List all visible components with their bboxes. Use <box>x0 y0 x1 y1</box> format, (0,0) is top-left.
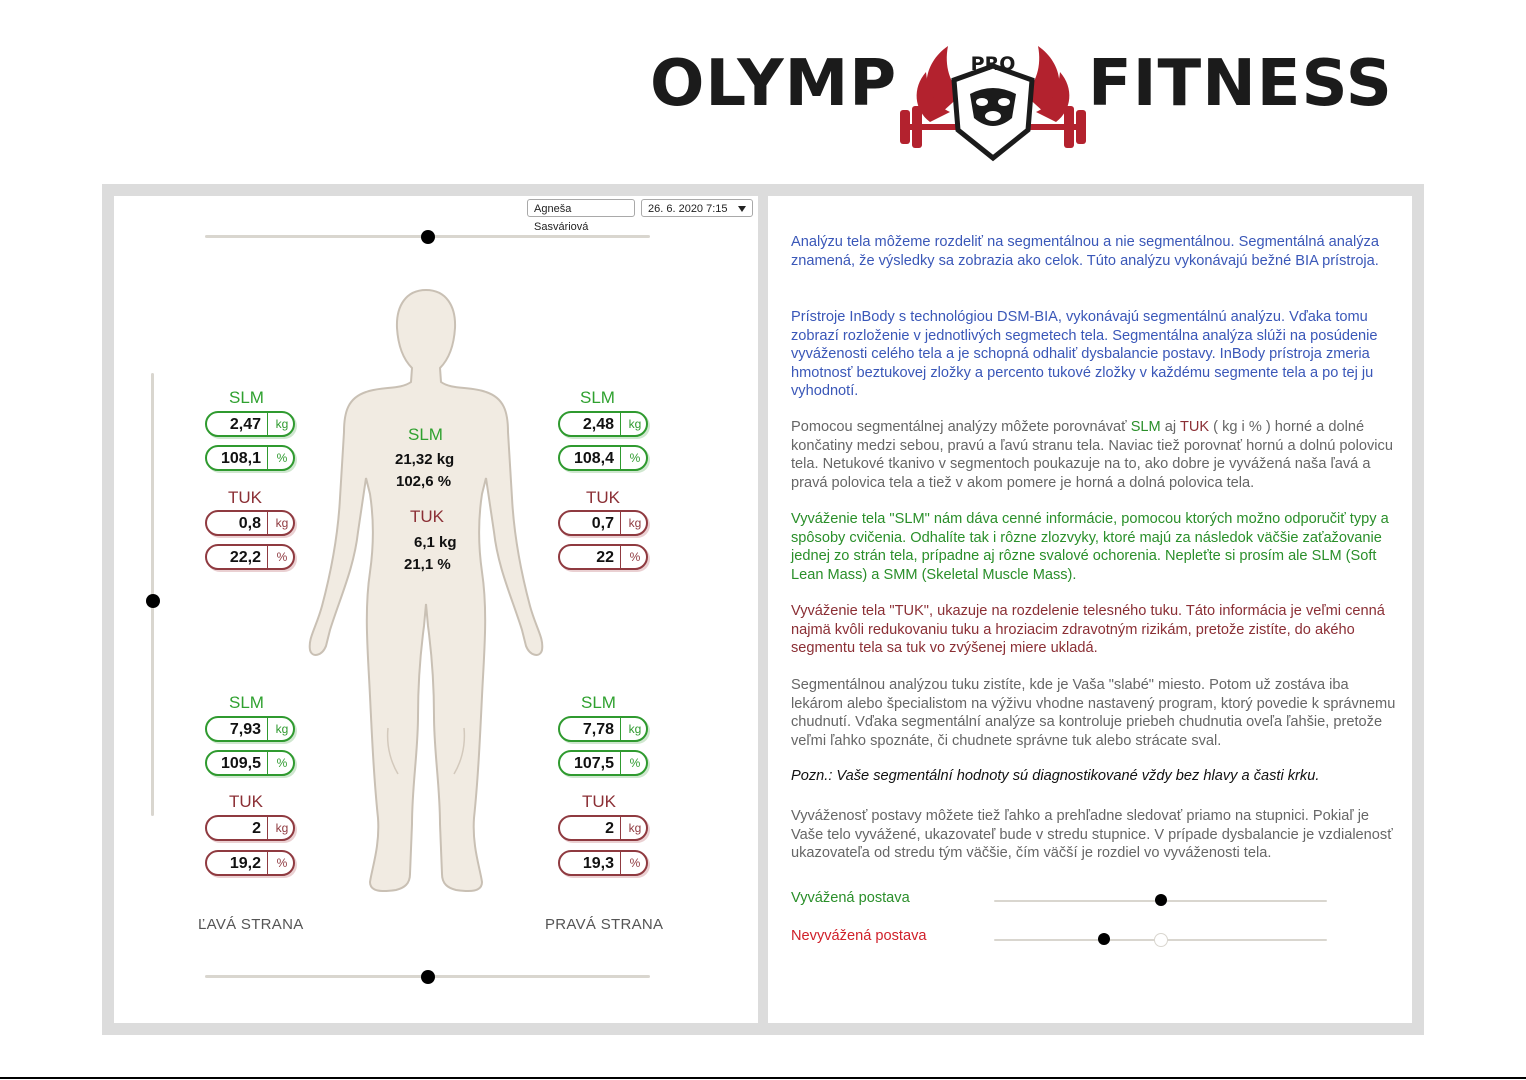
bulldog-emblem-icon <box>900 36 1086 170</box>
date-value: 26. 6. 2020 7:15 <box>648 203 728 215</box>
bottom-rule <box>0 1077 1526 1079</box>
torso-slm-label: SLM <box>408 425 443 444</box>
right-leg-tuk-label: TUK <box>582 792 616 811</box>
paragraph-compare: Pomocou segmentálnej analýzy môžete porovnávať SLM aj TUK ( kg i % ) horné a dolné končatiny medzi sebou, pravú a ľavú stranu tela. Naviac tiež porovnať hornú a dolnú polovicu tela. Netukové tkanivo v segmentoch poukazuje na to, ako dobre je vyvážená naša ľavá a pravá polovica tela a tiež v akom pomere je horná a dolná polovica tela. <box>791 419 1393 491</box>
right-leg-slm-kg: 7,78 kg <box>558 716 648 742</box>
right-leg-slm-label: SLM <box>581 693 616 712</box>
logo-word-olymp: OLYMP <box>650 47 898 121</box>
right-arm-tuk-kg: 0,7 kg <box>558 510 648 536</box>
left-arm-slm-label: SLM <box>229 388 264 407</box>
left-arm-tuk-pct: 22,2 % <box>205 544 295 570</box>
left-arm-slm-kg: 2,47 kg <box>205 411 295 437</box>
left-side-label: ĽAVÁ STRANA <box>198 916 304 933</box>
left-leg-tuk-pct: 19,2 % <box>205 850 295 876</box>
torso-tuk-kg: 6,1 kg <box>414 534 457 551</box>
paragraph-slm-balance: Vyváženie tela "SLM" nám dáva cenné informácie, pomocou ktorých možno odporučiť typy a spôsoby cvičenia. Odhalíte tak i rôzne zlozvyky, ktoré majú za následok väčšie zaťažovanie jednej zo strán tela, prípadne aj rôzne svalové ochorenia. Nepleťte si prosím ale SLM (Soft Lean Mass) a SMM (Skeletal Muscle Mass). <box>791 511 1389 583</box>
torso-tuk-pct: 21,1 % <box>404 556 451 573</box>
left-arm-tuk-label: TUK <box>228 488 262 507</box>
left-leg-tuk-label: TUK <box>229 792 263 811</box>
right-arm-slm-label: SLM <box>580 388 615 407</box>
user-name: Agneša Sasváriová <box>534 203 589 233</box>
top-balance-indicator[interactable] <box>421 230 435 244</box>
legend-unbalanced-label: Nevyvážená postava <box>791 928 927 944</box>
tuk-inline: TUK <box>1179 419 1210 435</box>
right-side-label: PRAVÁ STRANA <box>545 916 664 933</box>
right-leg-tuk-pct: 19,3 % <box>558 850 648 876</box>
chevron-down-icon[interactable] <box>738 206 746 212</box>
paragraph-inbody: Prístroje InBody s technológiou DSM-BIA, vykonávajú segmentálnú analýzu. Vďaka tomu zobrazí rozloženie v jednotlivých segmetech tela. Segmentálna analýza slúži na posúdenie vyváženosti celého tela a je schopná odhaliť dysbalancie postavy. InBody prístroja zmeria hmotnosť beztukovej zložky a percento tukové zložky v každému segmente tela a po tej ju vyhodnotí. <box>791 309 1378 400</box>
right-arm-tuk-label: TUK <box>586 488 620 507</box>
left-leg-slm-pct: 109,5 % <box>205 750 295 776</box>
paragraph-intro: Analýzu tela môžeme rozdeliť na segmentálnou a nie segmentálnou. Segmentálná analýza znamená, že výsledky sa zobrazia ako celok. Túto analýzu vykonávajú bežné BIA prístroja. <box>791 234 1379 269</box>
legend-balanced-label: Vyvážená postava <box>791 890 910 906</box>
torso-slm-kg: 21,32 kg <box>395 451 455 468</box>
right-arm-slm-pct: 108,4 % <box>558 445 648 471</box>
left-leg-tuk-kg: 2 kg <box>205 815 295 841</box>
right-leg-tuk-kg: 2 kg <box>558 815 648 841</box>
legend-center-marker <box>1154 933 1168 947</box>
right-arm-slm-kg: 2,48 kg <box>558 411 648 437</box>
paragraph-scale: Vyváženosť postavy môžete tiež ľahko a prehľadne sledovať priamo na stupnici. Pokiaľ je Vaše telo vyvážené, ukazovateľ bude v stredu stupnice. V prípade dysbalancie je vzdialenosť ukazovateľa od stredu tým väčšie, čím väčší je rozdiel vo vyváženosti tela. <box>791 808 1393 862</box>
slm-inline: SLM <box>1130 419 1161 435</box>
left-arm-slm-pct: 108,1 % <box>205 445 295 471</box>
paragraph-tuk-balance: Vyváženie tela "TUK", ukazuje na rozdelenie telesného tuku. Táto informácia je veľmi cenná najmä kvôli redukovaniu tuku a hroziacim zdravotným rizikám, pretože zistíte, do akého segmentu tela sa tuk vo zvýšenej miere ukladá. <box>791 603 1385 657</box>
right-arm-tuk-pct: 22 % <box>558 544 648 570</box>
logo-word-pro: PRO <box>970 53 1016 75</box>
torso-tuk-label: TUK <box>410 507 444 526</box>
paragraph-note: Pozn.: Vaše segmentální hodnoty sú diagnostikované vždy bez hlavy a časti krku. <box>791 768 1320 784</box>
right-leg-slm-pct: 107,5 % <box>558 750 648 776</box>
user-select[interactable] <box>527 199 635 233</box>
legend-unbalanced-indicator <box>1098 933 1110 945</box>
logo-word-fitness: FITNESS <box>1088 47 1393 121</box>
paragraph-fat-analysis: Segmentálnou analýzou tuku zistíte, kde je Vaša "slabé" miesto. Potom už zostáva iba lekárom alebo špecialistom na výživu vhodne nastavený program, ktorý povedie k správnemu chudnutí. Vďaka segmentální analýze sa kontroluje priebeh chudnutia oveľa ľahšie, pretože veľmi ľahko spoznáte, či chudnete správne tuk alebo strácate sval. <box>791 677 1396 749</box>
body-silhouette-icon <box>300 286 552 910</box>
left-arm-tuk-kg: 0,8 kg <box>205 510 295 536</box>
torso-slm-pct: 102,6 % <box>396 473 452 490</box>
bottom-balance-indicator[interactable] <box>421 970 435 984</box>
left-leg-slm-kg: 7,93 kg <box>205 716 295 742</box>
legend-balanced-indicator <box>1155 894 1167 906</box>
date-select[interactable] <box>641 199 753 217</box>
left-leg-slm-label: SLM <box>229 693 264 712</box>
